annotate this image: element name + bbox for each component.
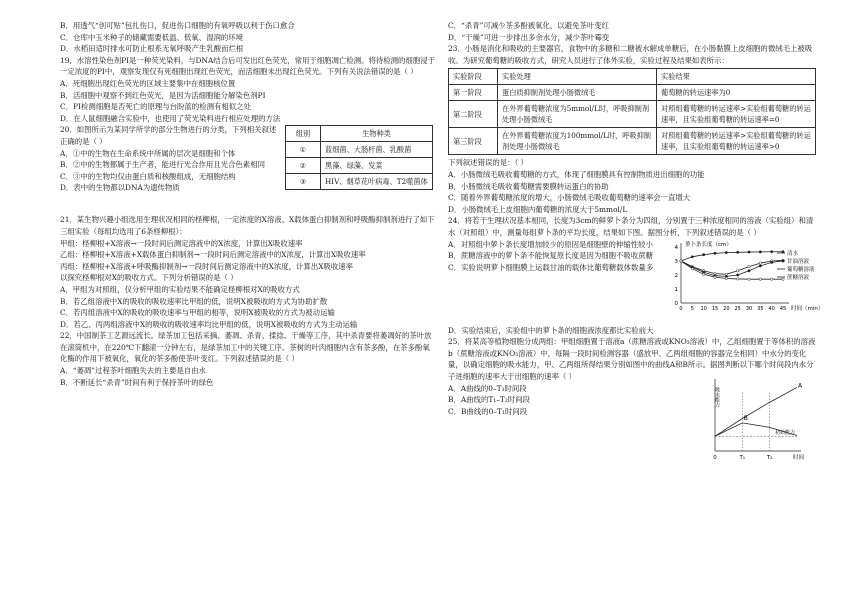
q21-option-c: C．若丙组溶液中X的吸收的吸收速率与甲组的相等，说明X被吸收的方式为被动运输 bbox=[60, 308, 335, 318]
table-cell: 蛋白质抑制剂处理小肠微绒毛 bbox=[498, 85, 657, 101]
q19-option-d: D．在人鼠细胞融合实验中，也使用了荧光染料进行相应处理的方法 bbox=[60, 113, 281, 123]
legend-label: 葡萄糖溶液 bbox=[787, 266, 815, 273]
x-tick-label: T₂ bbox=[766, 454, 773, 461]
data-point bbox=[748, 269, 750, 271]
data-point bbox=[748, 250, 750, 252]
x-tick-label: 25 bbox=[734, 305, 741, 312]
data-point bbox=[759, 250, 761, 252]
q23-option-c: C．随着外界葡萄糖浓度的增大，小肠微绒毛吸收葡萄糖的速率会一直增大 bbox=[448, 193, 691, 203]
q20-option-d: D．表中的生物都以DNA为遗传物质 bbox=[60, 183, 180, 193]
x-tick-label: 15 bbox=[711, 305, 719, 312]
table-cell: 蓝细菌、大肠杆菌、乳酸菌 bbox=[321, 142, 433, 158]
q21-group-bing: 丙组：柽柳根+X溶液+呼吸酶抑制剂→一段时间后测定溶液中的X浓度，计算出X吸收速率 bbox=[60, 261, 354, 271]
q19-option-a: A．死细胞出现红色荧光的区域主要集中在细胞核位置 bbox=[60, 78, 236, 88]
option-line: D．水稻田适时排水可防止根系无氧呼吸产生乳酸而烂根 bbox=[60, 44, 244, 54]
q24-option-b: B．蔗糖溶液中的萝卜条不能恢复原长度是因为细胞不吸收蔗糖 bbox=[448, 251, 653, 261]
table-cell: 第三阶段 bbox=[449, 128, 498, 155]
table-cell: 在外界葡萄糖浓度为5mmol/L时，呼吸抑制剂处理小肠微绒毛 bbox=[498, 101, 657, 128]
q25-option-c: C．B曲线的0–T₁时间段 bbox=[448, 406, 528, 416]
question-19-stem: 19．水溶性染色剂PI是一种荧光染料，与DNA结合后可发出红色荧光，常用于细胞凋亡检测。将待检测的细胞浸于一定浓度的PI中，观察发现仅有死细胞出现红色荧光，而活细胞未出现红色荧光。下列有关说法错误的是（ ） bbox=[60, 55, 435, 77]
data-point bbox=[725, 251, 727, 253]
q20-option-b: B．②中的生物都属于生产者，能进行光合作用且光合色素相同 bbox=[60, 160, 265, 170]
table-cell: ② bbox=[286, 158, 321, 174]
question-24-stem: 24．将若干生理状况基本相同，长度为3cm的鲜萝卜条分为四组，分别置于三种浓度相同的溶液（实验组）和清水（对照组）中，测量每组萝卜条的平均长度，结果如下图。据图分析，下列叙述错误的是（ ） bbox=[448, 216, 814, 237]
x-tick-label: 0 bbox=[679, 305, 683, 312]
q25-option-a: A．A曲线的0–T₁时间段 bbox=[448, 383, 527, 393]
series-label: A bbox=[798, 381, 803, 389]
y-tick-label: 4 bbox=[674, 244, 678, 251]
question-22-stem: 22．中国制茶工艺源远流长。绿茶加工包括采摘、萎凋、杀青、揉捻、干燥等工序，其中杀青要将萎凋好的茶叶放在滚筒机中，在220℃下翻滚一分钟左右，是绿茶加工中的关键工序。茶树的叶肉细胞内含有茶多酚，在茶多酚氧化酶的作用下被氧化，氧化的茶多酚使茶叶变红。下列叙述错误的是（ ） bbox=[60, 331, 432, 364]
y-axis-label: 吸水能力 bbox=[714, 386, 720, 407]
q20-option-a: A．①中的生物在生命系统中所属的层次是细胞和个体 bbox=[60, 148, 236, 158]
y-tick-label: 3 bbox=[674, 258, 678, 265]
q21-group-jia: 甲组：柽柳根+X溶液→一段时间后测定溶液中的X浓度，计算出X吸收速率 bbox=[60, 238, 303, 248]
q19-option-b: B．活细胞中观察不到红色荧光，是因为活细胞能分解染色剂PI bbox=[60, 90, 266, 100]
q24-option-a: A．对照组中萝卜条长度增加较少的原因是细胞壁的伸缩性较小 bbox=[448, 239, 653, 249]
table-cell: 在外界葡萄糖浓度为100mmol/L时，呼吸抑制剂处理小肠微绒毛 bbox=[498, 128, 657, 155]
series-line-A bbox=[715, 387, 797, 436]
series-label: B bbox=[743, 414, 748, 422]
q21-option-b: B．若乙组溶液中X的吸收的吸收速率比甲组的低，说明X被吸收的方式为协助扩散 bbox=[60, 296, 328, 306]
data-point bbox=[748, 265, 750, 267]
table-cell: 对照组葡萄糖的转运速率>实验组葡萄糖的转运速率，且实验组葡萄糖的转运速率=0 bbox=[657, 101, 816, 128]
option-line: C．仓库中玉米种子的储藏需要低温、低氧、湿润的环境 bbox=[60, 32, 244, 42]
q24-option-d: D．实验结束后，实验组中的萝卜条的细胞液浓度都比实验前大 bbox=[448, 325, 654, 335]
q22-option-a: A．“萎凋”过程茶叶细胞失去的主要是自由水 bbox=[60, 366, 206, 376]
question-20 bbox=[60, 124, 435, 214]
q23-tail: 下列叙述错误的是：（ ） bbox=[448, 158, 528, 168]
right-column bbox=[448, 20, 824, 463]
left-column bbox=[60, 20, 435, 388]
data-point bbox=[702, 273, 704, 275]
data-point bbox=[782, 278, 784, 280]
question-24 bbox=[448, 239, 824, 343]
question-20-stem: 20．如图所示为某同学所学的部分生物进行的分类，下列相关叙述正确的是（ ） bbox=[60, 125, 277, 146]
x-tick-label: 10 bbox=[700, 305, 707, 312]
series-line-0 bbox=[681, 251, 783, 260]
table-cell: 第二阶段 bbox=[449, 101, 498, 128]
table-cell: 黑藻、绿藻、发菜 bbox=[321, 158, 433, 174]
question-23-stem: 23．小肠是消化和吸收的主要器官，食物中的多糖和二糖被水解成单糖后，在小肠黏膜上皮细胞的微绒毛上被吸收。为研究葡萄糖的吸收方式，研究人员进行了体外实验，实验过程及结果如表所示： bbox=[448, 44, 813, 65]
q21-group-yi: 乙组：柽柳根+X溶液+X载体蛋白抑制剂→一段时间后测定溶液中的X浓度，计算出X吸收速率 bbox=[60, 250, 366, 260]
series-line-2 bbox=[681, 261, 783, 276]
classification-table bbox=[285, 125, 433, 190]
data-point bbox=[748, 278, 750, 280]
data-point bbox=[770, 250, 772, 252]
x-tick-label: 5 bbox=[690, 305, 694, 312]
data-point bbox=[759, 261, 761, 263]
table-cell: 葡萄糖的转运速率为0 bbox=[657, 85, 816, 101]
experiment-table bbox=[448, 68, 816, 155]
table-cell: HIV、烟草花叶病毒、T2噬菌体 bbox=[321, 174, 433, 190]
legend-label: 清水 bbox=[787, 250, 799, 257]
q22-option-c: C．“杀青”可减少茶多酚被氧化，以避免茶叶变红 bbox=[448, 21, 610, 30]
water-absorption-chart bbox=[703, 375, 813, 463]
table-header: 实验阶段 bbox=[449, 69, 498, 85]
data-point bbox=[702, 253, 704, 255]
x-axis-label: 时间（min） bbox=[791, 305, 824, 312]
question-25-stem: 25．将某高等植物细胞分成两组：甲组细胞置于溶液a（蔗糖溶液或KNO₃溶液）中，乙组细胞置于等体积的溶液b（蔗糖溶液或KNO₃溶液）中，每隔一段时间检测容器（盛放甲、乙两组细胞的容器完全相同）中水分的变化量，以确定细胞的吸水能力，甲、乙两组所得结果分别如图中的曲线A和B所示。据图判断以下哪个时间段内水分子进细胞的速率大于出细胞的速率（ ） bbox=[448, 337, 816, 381]
data-point bbox=[782, 259, 784, 261]
legend-label: 甘油溶液 bbox=[787, 258, 810, 265]
q21-option-d: D．若乙、丙两组溶液中X的吸收的吸收速率均比甲组的低，说明X被吸收的方式为主动运输 bbox=[60, 319, 358, 329]
option-line: B．用透气“创可贴”包扎伤口，促进伤口细胞的有氧呼吸以利于伤口愈合 bbox=[60, 21, 295, 30]
chart-title: 萝卜条长度（cm） bbox=[685, 241, 732, 248]
table-cell: 对照组葡萄糖的转运速率>实验组葡萄糖的转运速率，且实验组葡萄糖的转运速率>0 bbox=[657, 128, 816, 155]
data-point bbox=[680, 259, 682, 261]
data-point bbox=[691, 255, 693, 257]
x-tick-label: 35 bbox=[757, 305, 764, 312]
y-tick-label: 2 bbox=[674, 272, 678, 279]
data-point bbox=[736, 277, 738, 279]
question-21-stem: 21．某生物兴趣小组选用生理状况相同的柽柳根，一定浓度的X溶液、X载体蛋白抑制剂和呼吸酶抑制剂进行了如下三组实验（每组均选用了6条柽柳根）： bbox=[60, 215, 435, 236]
data-point bbox=[691, 267, 693, 269]
data-point bbox=[770, 278, 772, 280]
question-25 bbox=[448, 383, 816, 463]
radish-length-chart bbox=[663, 239, 824, 321]
data-point bbox=[725, 277, 727, 279]
x-tick-label: 45 bbox=[779, 305, 787, 312]
q23-option-b: B．小肠微绒毛吸收葡萄糖需要膜转运蛋白的协助 bbox=[448, 181, 609, 191]
y-tick-label: 1 bbox=[674, 286, 678, 293]
data-point bbox=[736, 273, 738, 275]
x-tick-label: 0 bbox=[713, 454, 717, 461]
data-point bbox=[759, 264, 761, 266]
series-line-1 bbox=[681, 260, 783, 274]
x-tick-label: 30 bbox=[745, 305, 753, 312]
annotation-initial: 初始能力 bbox=[775, 429, 796, 436]
table-cell: ③ bbox=[286, 174, 321, 190]
x-tick-label: T₁ bbox=[739, 454, 746, 461]
data-point bbox=[714, 252, 716, 254]
table-header: 组别 bbox=[286, 126, 321, 142]
data-point bbox=[736, 251, 738, 253]
x-axis-label: 时间 bbox=[793, 454, 805, 461]
q21-option-a: A．甲组为对照组，仅分析甲组的实验结果不能确定柽柳根对X的吸收方式 bbox=[60, 284, 300, 294]
data-point bbox=[770, 261, 772, 263]
legend-label: 蔗糖溶液 bbox=[787, 274, 810, 281]
data-point bbox=[736, 269, 738, 271]
x-tick-label: 40 bbox=[768, 305, 775, 312]
q25-option-b: B．A曲线的T₁–T₂时间段 bbox=[448, 395, 530, 405]
q23-option-a: A．小肠微绒毛吸收葡萄糖的方式，体现了细胞膜具有控制物质进出细胞的功能 bbox=[448, 169, 705, 179]
q20-option-c: C．③中的生物均仅由蛋白质和核酸组成，无细胞结构 bbox=[60, 171, 236, 181]
data-point bbox=[759, 278, 761, 280]
table-cell: ① bbox=[286, 142, 321, 158]
q23-option-d: D．小肠微绒毛上皮细胞内葡萄糖的浓度大于5mmol/L bbox=[448, 204, 628, 214]
q24-option-c: C．实验说明萝卜细胞膜上运载甘油的载体比葡萄糖载体数量多 bbox=[448, 262, 654, 272]
q22-option-b: B．不断延长“杀青”时间有利于保持茶叶的绿色 bbox=[60, 377, 214, 387]
data-point bbox=[714, 275, 716, 277]
table-header: 实验处理 bbox=[498, 69, 657, 85]
q21-tail: 以探究柽柳根对X的吸收方式。下列分析错误的是（ ） bbox=[60, 273, 238, 283]
table-header: 生物种类 bbox=[321, 126, 433, 142]
q22-option-d: D．“干燥”可进一步排出多余水分，减少茶叶霉变 bbox=[448, 32, 610, 42]
y-tick-label: 0 bbox=[674, 300, 678, 307]
q19-option-c: C．PI检测细胞是否死亡的原理与台盼蓝的检测有相似之处 bbox=[60, 102, 251, 112]
table-cell: 第一阶段 bbox=[449, 85, 498, 101]
table-header: 实验结果 bbox=[657, 69, 816, 85]
x-tick-label: 20 bbox=[723, 305, 730, 312]
